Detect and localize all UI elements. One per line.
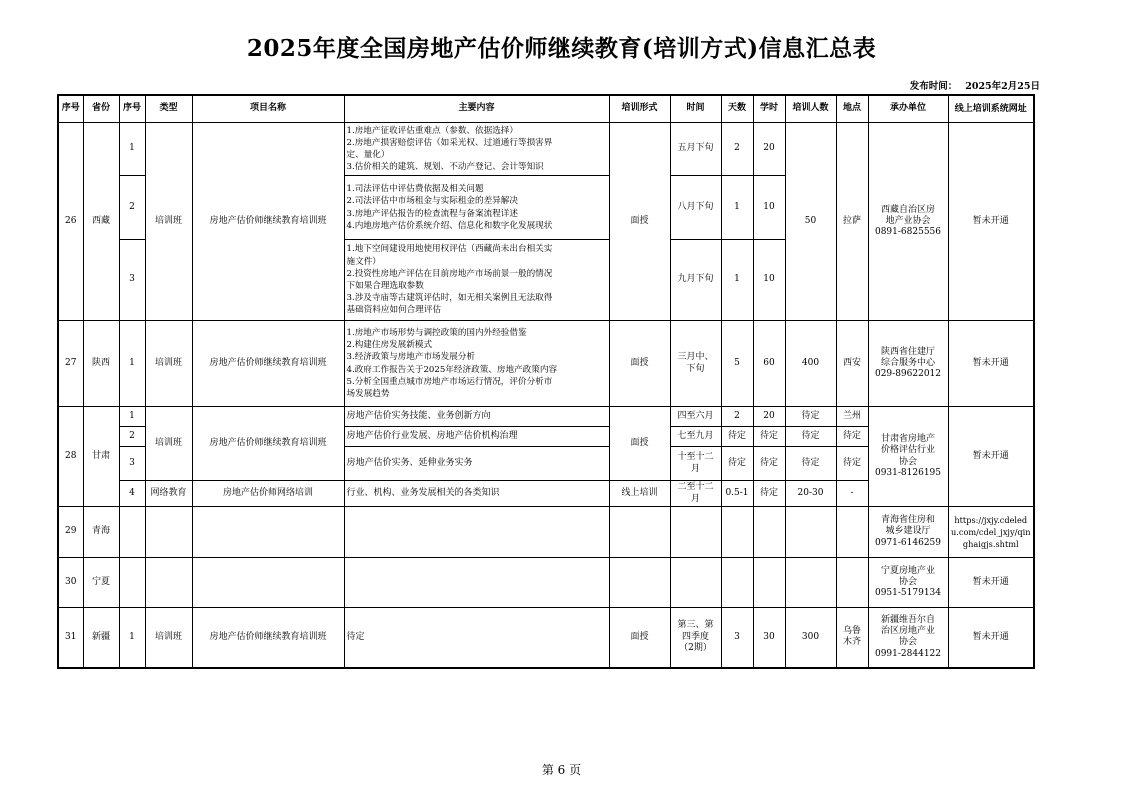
hours: 待定 — [753, 427, 785, 447]
training-type: 培训班 — [145, 123, 192, 321]
item-seq: 3 — [119, 240, 145, 321]
item-seq: 1 — [119, 321, 145, 407]
project-name: 房地产估价师网络培训 — [192, 481, 344, 507]
days: 2 — [721, 407, 753, 427]
training-form: 面授 — [609, 123, 670, 321]
province: 宁夏 — [83, 558, 119, 608]
main-content: 房地产估价实务、延伸业务实务 — [344, 447, 609, 481]
training-form: 面授 — [609, 321, 670, 407]
header-cell: 学时 — [753, 95, 785, 123]
days: 2 — [721, 123, 753, 176]
province: 甘肃 — [83, 407, 119, 507]
online-url-link[interactable]: https://jxjy.cdeledu.com/cdel_jxjy/qinghaigjs.shtml — [948, 507, 1034, 558]
header-cell: 培训人数 — [785, 95, 836, 123]
trainee-count: 待定 — [785, 407, 836, 427]
days: 0.5-1 — [721, 481, 753, 507]
online-url: 暂未开通 — [948, 407, 1034, 507]
page-title: 2025年度全国房地产估价师继续教育(培训方式)信息汇总表 — [246, 35, 877, 62]
days: 1 — [721, 240, 753, 321]
training-form: 面授 — [609, 407, 670, 481]
table-row — [58, 123, 1034, 176]
item-seq: 1 — [119, 123, 145, 176]
training-type: 网络教育 — [145, 481, 192, 507]
publish-label: 发布时间： — [909, 81, 958, 92]
training-time: 三月中、 下旬 — [670, 321, 721, 407]
header-cell: 培训形式 — [609, 95, 670, 123]
days: 3 — [721, 608, 753, 668]
province: 青海 — [83, 507, 119, 558]
training-time: 九月下旬 — [670, 240, 721, 321]
organizer: 甘肃省房地产 价格评估行业 协会 0931-8126195 — [868, 407, 948, 507]
table-row — [58, 558, 1034, 608]
publish-date — [860, 78, 1040, 92]
training-type: 培训班 — [145, 608, 192, 668]
item-seq: 1 — [119, 407, 145, 427]
organizer: 陕西省住建厅 综合服务中心 029-89622012 — [868, 321, 948, 407]
days: 1 — [721, 176, 753, 240]
trainee-count: 待定 — [785, 427, 836, 447]
location: - — [836, 481, 868, 507]
online-url: 暂未开通 — [948, 608, 1034, 668]
header-cell: 时间 — [670, 95, 721, 123]
header-cell: 序号 — [58, 95, 83, 123]
trainee-count: 待定 — [785, 447, 836, 481]
publish-date-value: 2025年2月25日 — [965, 81, 1040, 92]
header-cell: 省份 — [83, 95, 119, 123]
location: 乌鲁 木齐 — [836, 608, 868, 668]
location: 待定 — [836, 447, 868, 481]
header-cell: 类型 — [145, 95, 192, 123]
training-type: 培训班 — [145, 321, 192, 407]
item-seq: 4 — [119, 481, 145, 507]
training-time: 第三、第 四季度 （2期） — [670, 608, 721, 668]
table-header-row — [58, 95, 1034, 123]
hours: 20 — [753, 407, 785, 427]
main-content: 1.房地产征收评估重难点（参数、依据选择） 2.房地产损害赔偿评估（如采光权、过道通行等损害界 定、量化） 3.估价相关的建筑、规划、不动产登记、会计等知识 — [344, 123, 609, 176]
hours: 60 — [753, 321, 785, 407]
row-no: 26 — [58, 123, 83, 321]
location: 拉萨 — [836, 123, 868, 321]
hours: 10 — [753, 176, 785, 240]
main-content: 行业、机构、业务发展相关的各类知识 — [344, 481, 609, 507]
online-url: 暂未开通 — [948, 558, 1034, 608]
table-row — [58, 407, 1034, 427]
days: 待定 — [721, 447, 753, 481]
header-cell: 承办单位 — [868, 95, 948, 123]
header-cell-url: 线上培训系统网址 — [948, 95, 1034, 123]
province: 西藏 — [83, 123, 119, 321]
location: 待定 — [836, 427, 868, 447]
item-seq: 3 — [119, 447, 145, 481]
online-url: 暂未开通 — [948, 123, 1034, 321]
header-cell: 地点 — [836, 95, 868, 123]
header-cell: 项目名称 — [192, 95, 344, 123]
item-seq: 2 — [119, 427, 145, 447]
training-time: 七至九月 — [670, 427, 721, 447]
hours: 20 — [753, 123, 785, 176]
row-no: 27 — [58, 321, 83, 407]
training-time: 八月下旬 — [670, 176, 721, 240]
training-time: 四至六月 — [670, 407, 721, 427]
organizer: 宁夏房地产业 协会 0951-5179134 — [868, 558, 948, 608]
online-url: 暂未开通 — [948, 321, 1034, 407]
row-no: 31 — [58, 608, 83, 668]
province: 新疆 — [83, 608, 119, 668]
training-time: 二至十二 月 — [670, 481, 721, 507]
main-content: 1.司法评估中评估费依据及相关问题 2.司法评估中市场租金与实际租金的差异解决 3.房地产评估报告的检查流程与备案流程详述 4.内地房地产估价系统介绍、信息化和数字化发展现状 — [344, 176, 609, 240]
location: 西安 — [836, 321, 868, 407]
project-name: 房地产估价师继续教育培训班 — [192, 407, 344, 481]
page-number: 第 6 页 — [541, 763, 582, 777]
training-form: 面授 — [609, 608, 670, 668]
item-seq: 2 — [119, 176, 145, 240]
hours: 待定 — [753, 447, 785, 481]
main-content: 房地产估价实务技能、业务创新方向 — [344, 407, 609, 427]
table-row — [58, 507, 1034, 558]
trainee-count: 400 — [785, 321, 836, 407]
days: 5 — [721, 321, 753, 407]
table-row — [58, 321, 1034, 407]
training-time: 十至十二 月 — [670, 447, 721, 481]
table-row — [58, 608, 1034, 668]
location: 兰州 — [836, 407, 868, 427]
organizer: 青海省住房和 城乡建设厅 0971-6146259 — [868, 507, 948, 558]
item-seq: 1 — [119, 608, 145, 668]
hours: 10 — [753, 240, 785, 321]
training-time: 五月下旬 — [670, 123, 721, 176]
hours: 待定 — [753, 481, 785, 507]
trainee-count: 20-30 — [785, 481, 836, 507]
organizer: 西藏自治区房 地产业协会 0891-6825556 — [868, 123, 948, 321]
project-name: 房地产估价师继续教育培训班 — [192, 321, 344, 407]
header-cell: 序号 — [119, 95, 145, 123]
days: 待定 — [721, 427, 753, 447]
hours: 30 — [753, 608, 785, 668]
main-content: 1.房地产市场形势与调控政策的国内外经验借鉴 2.构建住房发展新模式 3.经济政策与房地产市场发展分析 4.政府工作报告关于2025年经济政策、房地产政策内容 5.分析全国重点城市房地产市场运行情况，评价分析市 场发展趋势 — [344, 321, 609, 407]
main-content: 1.地下空间建设用地使用权评估（西藏尚未出台相关实 施文件） 2.投资性房地产评估在目前房地产市场前景一般的情况 下如果合理选取参数 3.涉及寺庙等古建筑评估时，如无相关案例且无法取得 基础资料应如何合理评估 — [344, 240, 609, 321]
header-cell: 天数 — [721, 95, 753, 123]
row-no: 29 — [58, 507, 83, 558]
province: 陕西 — [83, 321, 119, 407]
trainee-count: 300 — [785, 608, 836, 668]
main-content: 待定 — [344, 608, 609, 668]
organizer: 新疆维吾尔自 治区房地产业 协会 0991-2844122 — [868, 608, 948, 668]
row-no: 28 — [58, 407, 83, 507]
trainee-count: 50 — [785, 123, 836, 321]
header-cell: 主要内容 — [344, 95, 609, 123]
training-info-table — [57, 94, 1035, 669]
training-form: 线上培训 — [609, 481, 670, 507]
main-content: 房地产估价行业发展、房地产估价机构治理 — [344, 427, 609, 447]
training-type: 培训班 — [145, 407, 192, 481]
row-no: 30 — [58, 558, 83, 608]
project-name: 房地产估价师继续教育培训班 — [192, 608, 344, 668]
project-name: 房地产估价师继续教育培训班 — [192, 123, 344, 321]
